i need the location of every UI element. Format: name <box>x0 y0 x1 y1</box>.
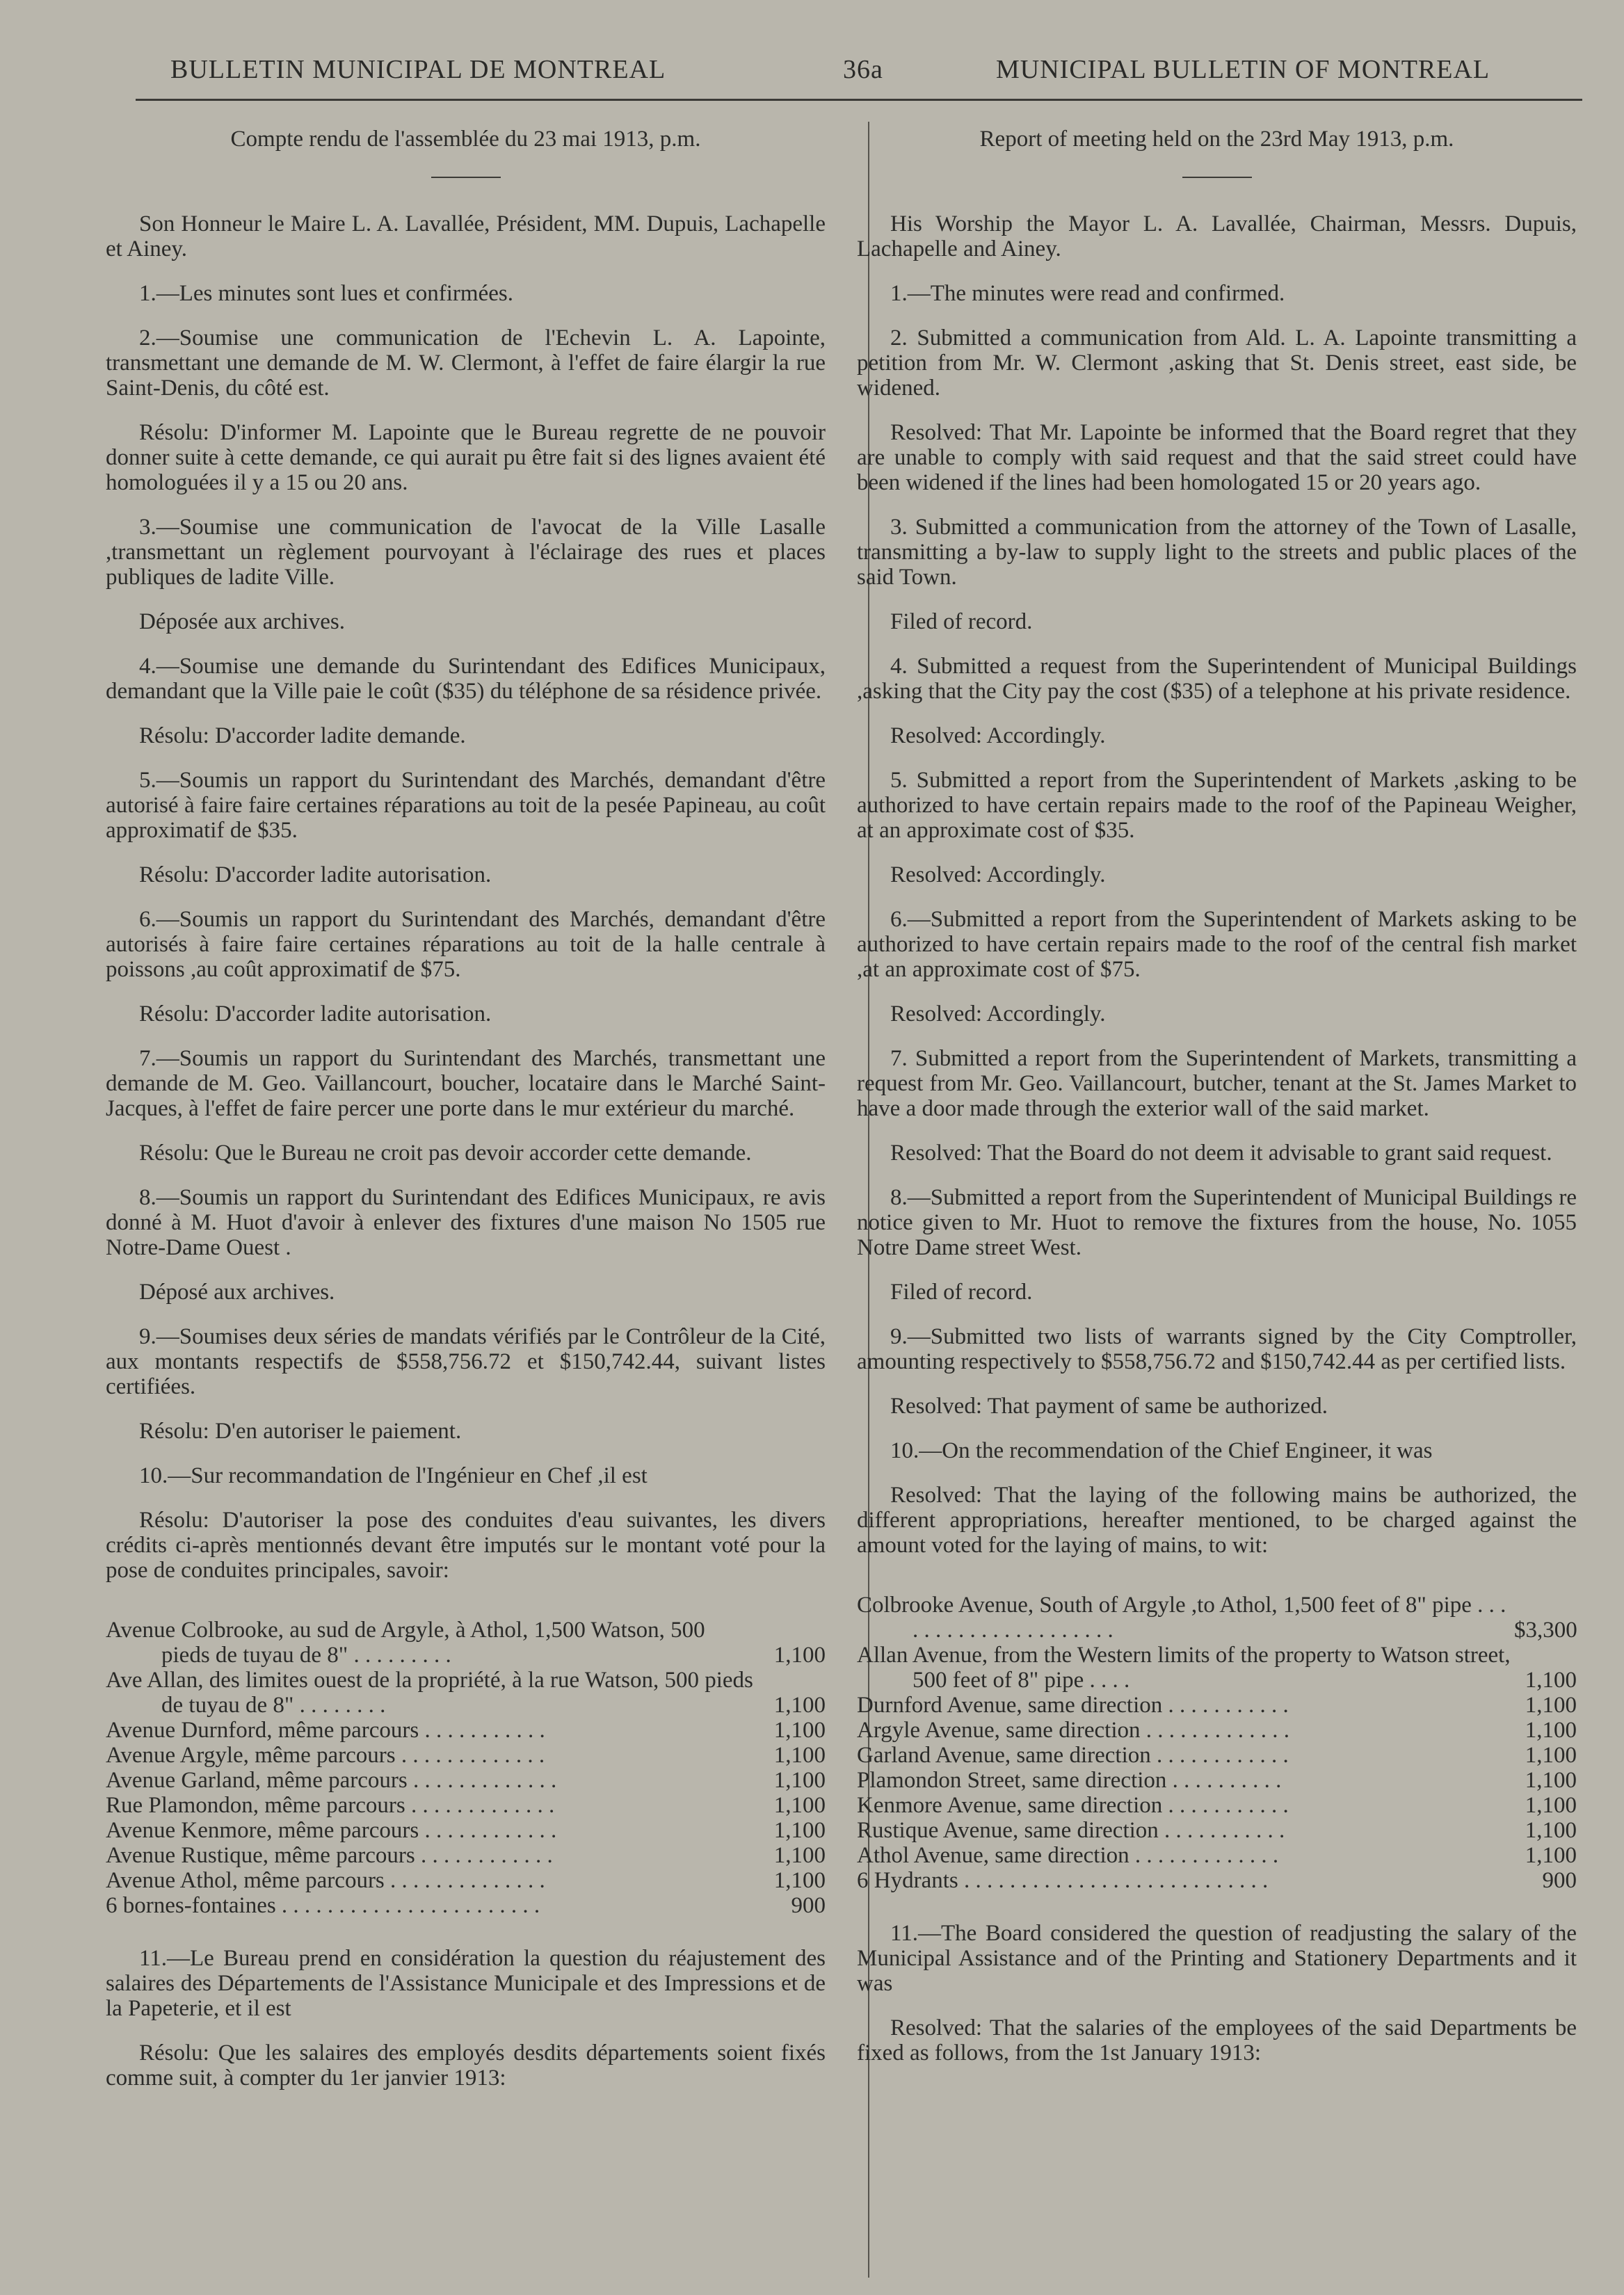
french-title: Compte rendu de l'assemblée du 23 mai 1913, p.m. <box>230 127 701 152</box>
english-paragraph: Filed of record. <box>890 609 1033 634</box>
title-rule <box>1182 177 1252 178</box>
item-amount: 900 <box>791 1893 826 1918</box>
header-rule <box>136 99 1582 101</box>
item-amount: 1,100 <box>1525 1718 1577 1743</box>
item-description: Avenue Kenmore, même parcours . . . . . . . . . . . . <box>106 1818 557 1843</box>
english-main-item <box>857 1843 1577 1868</box>
french-paragraph: Déposé aux archives. <box>139 1280 335 1305</box>
item-amount: 1,100 <box>773 1868 826 1893</box>
item-description: Argyle Avenue, same direction . . . . . . . . . . . . . <box>857 1718 1289 1743</box>
item-description: Kenmore Avenue, same direction . . . . . . . . . . . <box>857 1793 1289 1818</box>
english-main-item <box>857 1743 1577 1768</box>
french-main-item <box>106 1768 826 1793</box>
french-paragraph: 3.—Soumise une communication de l'avocat de la Ville Lasalle ,transmettant un règlement pourvoyant à l'éclairage des rues et places publiques de ladite Ville. <box>106 515 826 590</box>
item-description: Athol Avenue, same direction . . . . . . . . . . . . . <box>857 1843 1279 1868</box>
french-paragraph: Résolu: D'en autoriser le paiement. <box>139 1419 462 1444</box>
english-paragraph: 9.—Submitted two lists of warrants signed by the City Comptroller, amounting respectively to $558,756.72 and $150,742.44 as per certified lists. <box>857 1324 1577 1374</box>
french-paragraph: Son Honneur le Maire L. A. Lavallée, Président, MM. Dupuis, Lachapelle et Ainey. <box>106 211 826 261</box>
item-description: Plamondon Street, same direction . . . . . . . . . . <box>857 1768 1282 1793</box>
english-paragraph: 1.—The minutes were read and confirmed. <box>890 281 1285 306</box>
english-paragraph: His Worship the Mayor L. A. Lavallée, Chairman, Messrs. Dupuis, Lachapelle and Ainey. <box>857 211 1577 261</box>
item-amount: $3,300 <box>1514 1618 1577 1643</box>
english-column <box>857 127 1577 2085</box>
item-description: Rustique Avenue, same direction . . . . . . . . . . . <box>857 1818 1285 1843</box>
item-amount: 1,100 <box>1525 1818 1577 1843</box>
french-paragraph: 11.—Le Bureau prend en considération la question du réajustement des salaires des Départements de l'Assistance Municipale et des Impressions et de la Papeterie, et il est <box>106 1946 826 2021</box>
french-main-item <box>106 1843 826 1868</box>
english-paragraph: Resolved: Accordingly. <box>890 1001 1106 1026</box>
french-paragraph: 6.—Soumis un rapport du Surintendant des Marchés, demandant d'être autorisés à faire faire certaines réparations au toit de la halle centrale à poissons ,au coût approximatif de $75. <box>106 907 826 982</box>
page-number: 36a <box>843 55 883 84</box>
item-amount: 1,100 <box>1525 1668 1577 1693</box>
header-right-title: MUNICIPAL BULLETIN OF MONTREAL <box>996 55 1490 84</box>
item-description: Ave Allan, des limites ouest de la propriété, à la rue Watson, 500 pieds de tuyau de 8" . . . . . . . . <box>106 1668 753 1718</box>
french-paragraph: 2.—Soumise une communication de l'Echevin L. A. Lapointe, transmettant une demande de M. W. Clermont, à l'effet de faire élargir la rue Saint-Denis, du côté est. <box>106 325 826 401</box>
item-description: Avenue Athol, même parcours . . . . . . . . . . . . . . <box>106 1868 545 1893</box>
item-description: 6 bornes-fontaines . . . . . . . . . . . . . . . . . . . . . . . <box>106 1893 540 1918</box>
english-paragraph: 6.—Submitted a report from the Superintendent of Markets asking to be authorized to have certain repairs made to the roof of the central fish market ,at an approximate cost of $75. <box>857 907 1577 982</box>
item-amount: 1,100 <box>773 1793 826 1818</box>
french-paragraph: Résolu: D'accorder ladite autorisation. <box>139 862 492 887</box>
item-description: Garland Avenue, same direction . . . . . . . . . . . . <box>857 1743 1289 1768</box>
french-main-item <box>106 1743 826 1768</box>
french-paragraph: 4.—Soumise une demande du Surintendant des Edifices Municipaux, demandant que la Ville paie le coût ($35) du téléphone de sa résidence privée. <box>106 654 826 704</box>
french-paragraph: 7.—Soumis un rapport du Surintendant des Marchés, transmettant une demande de M. Geo. Vaillancourt, boucher, locataire dans le Marché Saint-Jacques, à l'effet de faire percer une porte dans le mur extérieur du marché. <box>106 1046 826 1121</box>
english-paragraph: Resolved: That payment of same be authorized. <box>890 1394 1328 1419</box>
item-description: Avenue Durnford, même parcours . . . . . . . . . . . <box>106 1718 545 1743</box>
french-main-item <box>106 1793 826 1818</box>
french-paragraph: Résolu: Que les salaires des employés desdits départements soient fixés comme suit, à compter du 1er janvier 1913: <box>106 2040 826 2091</box>
item-amount: 1,100 <box>773 1643 826 1668</box>
english-main-item <box>857 1768 1577 1793</box>
english-paragraph: 11.—The Board considered the question of readjusting the salary of the Municipal Assistance and of the Printing and Stationery Departments and it was <box>857 1921 1577 1996</box>
item-description: 6 Hydrants . . . . . . . . . . . . . . . . . . . . . . . . . . . <box>857 1868 1269 1893</box>
english-main-item <box>857 1793 1577 1818</box>
item-amount: 1,100 <box>773 1718 826 1743</box>
french-paragraph: Résolu: D'autoriser la pose des conduites d'eau suivantes, les divers crédits ci-après mentionnés devant être imputés sur le montant voté pour la pose de conduites principales, savoir: <box>106 1508 826 1583</box>
item-amount: 1,100 <box>1525 1768 1577 1793</box>
french-main-item <box>106 1868 826 1893</box>
english-paragraph: Resolved: That Mr. Lapointe be informed that the Board regret that they are unable to comply with said request and that the said street could have been widened if the lines had been homologated 15 or 20 years ago. <box>857 420 1577 495</box>
french-paragraph: 9.—Soumises deux séries de mandats vérifiés par le Contrôleur de la Cité, aux montants respectifs de $558,756.72 et $150,742.44, suivant listes certifiées. <box>106 1324 826 1399</box>
item-description: Allan Avenue, from the Western limits of the property to Watson street, 500 feet of 8" pipe . . . . <box>857 1643 1511 1693</box>
french-main-item <box>106 1818 826 1843</box>
title-rule <box>431 177 501 178</box>
french-main-item <box>106 1668 826 1718</box>
item-amount: 1,100 <box>773 1693 826 1718</box>
english-title: Report of meeting held on the 23rd May 1913, p.m. <box>979 127 1454 152</box>
english-paragraph: Resolved: That the salaries of the employees of the said Departments be fixed as follows, from the 1st January 1913: <box>857 2015 1577 2066</box>
item-amount: 1,100 <box>773 1768 826 1793</box>
item-amount: 1,100 <box>773 1818 826 1843</box>
item-description: Rue Plamondon, même parcours . . . . . . . . . . . . . <box>106 1793 555 1818</box>
french-paragraph: Résolu: D'informer M. Lapointe que le Bureau regrette de ne pouvoir donner suite à cette demande, ce qui aurait pu être fait si des lignes avaient été homologuées il y a 15 ou 20 ans. <box>106 420 826 495</box>
french-column <box>106 127 826 2110</box>
english-main-item <box>857 1593 1577 1643</box>
english-main-item <box>857 1643 1577 1693</box>
french-paragraph: Résolu: D'accorder ladite demande. <box>139 723 466 748</box>
english-paragraph: 10.—On the recommendation of the Chief Engineer, it was <box>890 1438 1433 1463</box>
english-main-item <box>857 1868 1577 1893</box>
item-description: Avenue Rustique, même parcours . . . . . . . . . . . . <box>106 1843 553 1868</box>
english-main-item <box>857 1693 1577 1718</box>
item-description: Colbrooke Avenue, South of Argyle ,to Athol, 1,500 feet of 8" pipe . . . . . . . . . . . . . . . . . . . . . <box>857 1593 1506 1643</box>
item-description: Avenue Colbrooke, au sud de Argyle, à Athol, 1,500 Watson, 500 pieds de tuyau de 8" . . . . . . . . . <box>106 1618 705 1668</box>
english-paragraph: 7. Submitted a report from the Superintendent of Markets, transmitting a request from Mr. Geo. Vaillancourt, butcher, tenant at the St. James Market to have a door made through the exterior wall of the said market. <box>857 1046 1577 1121</box>
english-paragraph: 8.—Submitted a report from the Superintendent of Municipal Buildings re notice given to Mr. Huot to remove the fixtures from the house, No. 1055 Notre Dame street West. <box>857 1185 1577 1260</box>
item-amount: 1,100 <box>1525 1843 1577 1868</box>
french-main-item <box>106 1618 826 1668</box>
french-paragraph: Déposée aux archives. <box>139 609 345 634</box>
french-main-item <box>106 1893 826 1918</box>
item-amount: 1,100 <box>1525 1793 1577 1818</box>
french-paragraph: 8.—Soumis un rapport du Surintendant des Edifices Municipaux, re avis donné à M. Huot d'avoir à enlever des fixtures d'une maison No 1505 rue Notre-Dame Ouest . <box>106 1185 826 1260</box>
english-main-item <box>857 1718 1577 1743</box>
header-left-title: BULLETIN MUNICIPAL DE MONTREAL <box>170 55 666 84</box>
french-paragraph: 5.—Soumis un rapport du Surintendant des Marchés, demandant d'être autorisé à faire faire certaines réparations au toit de la pesée Papineau, au coût approximatif de $35. <box>106 768 826 843</box>
english-paragraph: Resolved: That the Board do not deem it advisable to grant said request. <box>890 1141 1552 1166</box>
english-paragraph: 2. Submitted a communication from Ald. L. A. Lapointe transmitting a petition from Mr. W. Clermont ,asking that St. Denis street, east side, be widened. <box>857 325 1577 401</box>
french-paragraph: 1.—Les minutes sont lues et confirmées. <box>139 281 513 306</box>
item-amount: 1,100 <box>773 1743 826 1768</box>
item-description: Durnford Avenue, same direction . . . . . . . . . . . <box>857 1693 1289 1718</box>
english-paragraph: 3. Submitted a communication from the attorney of the Town of Lasalle, transmitting a by-law to supply light to the streets and public places of the said Town. <box>857 515 1577 590</box>
french-paragraph: 10.—Sur recommandation de l'Ingénieur en Chef ,il est <box>139 1463 648 1488</box>
french-paragraph: Résolu: D'accorder ladite autorisation. <box>139 1001 492 1026</box>
english-paragraph: Resolved: That the laying of the following mains be authorized, the different appropriations, hereafter mentioned, to be charged against the amount voted for the laying of mains, to wit: <box>857 1483 1577 1558</box>
english-paragraph: 4. Submitted a request from the Superintendent of Municipal Buildings ,asking that the City pay the cost ($35) of a telephone at his private residence. <box>857 654 1577 704</box>
item-amount: 900 <box>1542 1868 1577 1893</box>
french-paragraph: Résolu: Que le Bureau ne croit pas devoir accorder cette demande. <box>139 1141 752 1166</box>
french-main-item <box>106 1718 826 1743</box>
item-amount: 1,100 <box>1525 1693 1577 1718</box>
item-description: Avenue Garland, même parcours . . . . . . . . . . . . . <box>106 1768 557 1793</box>
english-paragraph: Resolved: Accordingly. <box>890 723 1106 748</box>
item-amount: 1,100 <box>773 1843 826 1868</box>
item-amount: 1,100 <box>1525 1743 1577 1768</box>
english-paragraph: Filed of record. <box>890 1280 1033 1305</box>
english-paragraph: 5. Submitted a report from the Superintendent of Markets ,asking to be authorized to have certain repairs made to the roof of the Papineau Weigher, at an approximate cost of $35. <box>857 768 1577 843</box>
english-main-item <box>857 1818 1577 1843</box>
item-description: Avenue Argyle, même parcours . . . . . . . . . . . . . <box>106 1743 545 1768</box>
english-paragraph: Resolved: Accordingly. <box>890 862 1106 887</box>
